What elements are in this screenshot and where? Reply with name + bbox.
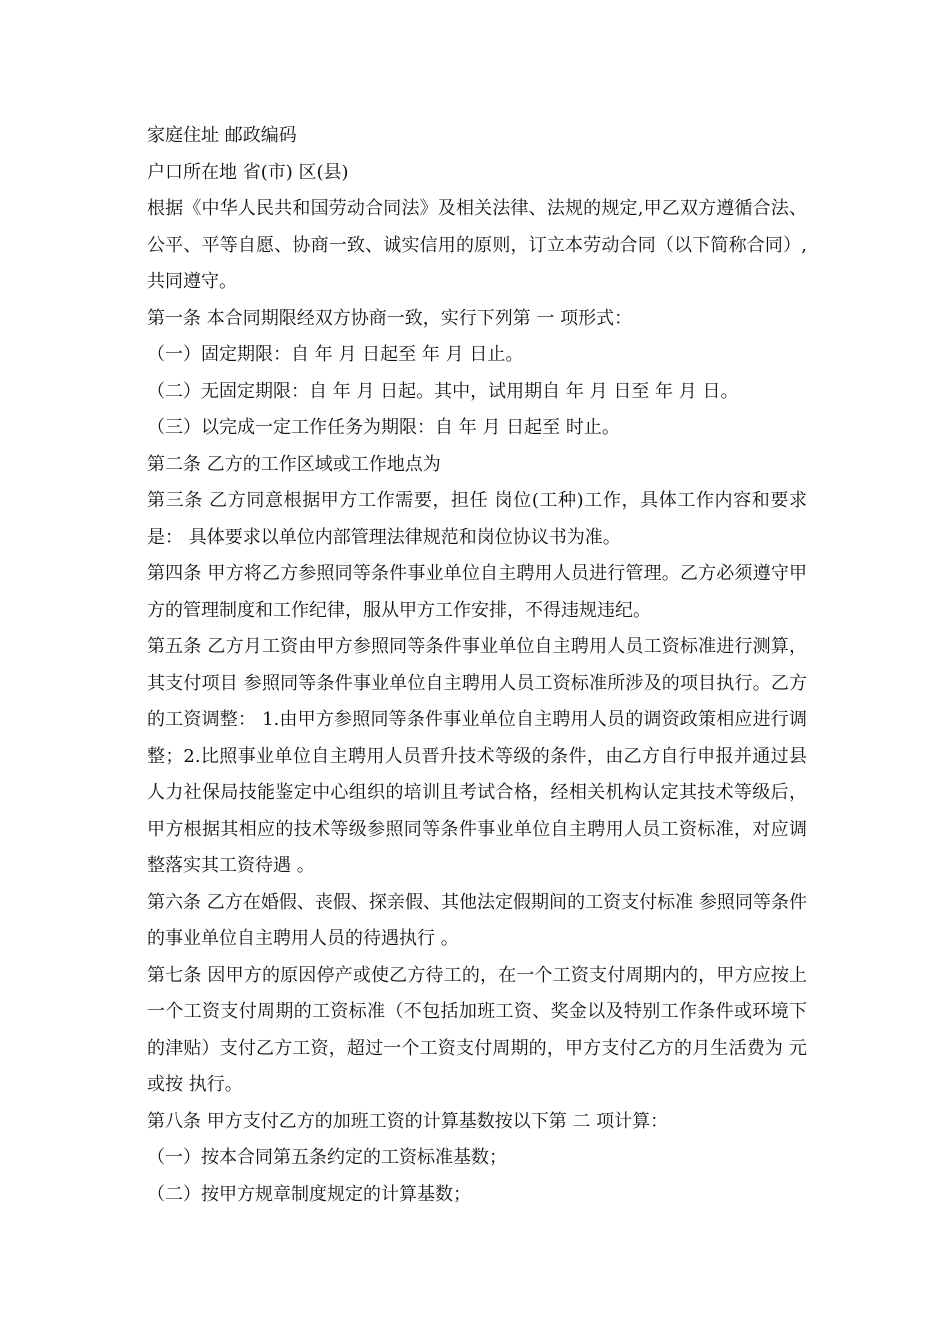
paragraph-preamble: 根据《中华人民共和国劳动合同法》及相关法律、法规的规定,甲乙双方遵循合法、公平、平等自愿、协商一致、诚实信用的原则，订立本劳动合同（以下简称合同）,共同遵守。 — [147, 198, 807, 292]
paragraph-home-address: 家庭住址 邮政编码 — [147, 125, 297, 146]
paragraph-article-8-item-2: （二）按甲方规章制度规定的计算基数； — [147, 1183, 471, 1205]
paragraph-article-7: 第七条 因甲方的原因停产或使乙方待工的，在一个工资支付周期内的，甲方应按上一个工资支付周期的工资标准（不包括加班工资、奖金以及特别工作条件或环境下的津贴）支付乙方工资，超过一个工资支付周期的，甲方支付乙方的月生活费为 元或按 执行。 — [147, 964, 807, 1095]
paragraph-article-5: 第五条 乙方月工资由甲方参照同等条件事业单位自主聘用人员工资标准进行测算，其支付项目 参照同等条件事业单位自主聘用人员工资标准所涉及的项目执行。乙方的工资调整： 1.由甲方参照同等条件事业单位自主聘用人员的调资政策相应进行调整；2.比照事业单位自主聘用人员晋升技术等级的条件，由乙方自行申报并通过县人力社保局技能鉴定中心组织的培训且考试合格，经相关机构认定其技术等级后，甲方根据其相应的技术等级参照同等条件事业单位自主聘用人员工资标准，对应调整落实其工资待遇 。 — [147, 636, 807, 876]
paragraph-article-1-item-2: （二）无固定期限：自 年 月 日起。其中，试用期自 年 月 日至 年 月 日。 — [147, 380, 739, 402]
paragraph-article-8: 第八条 甲方支付乙方的加班工资的计算基数按以下第 二 项计算： — [147, 1110, 669, 1132]
paragraph-article-1-item-3: （三）以完成一定工作任务为期限：自 年 月 日起至 时止。 — [147, 417, 620, 438]
paragraph-household-registration: 户口所在地 省(市) 区(县) — [147, 161, 349, 183]
paragraph-article-2: 第二条 乙方的工作区域或工作地点为 — [147, 453, 441, 475]
paragraph-article-8-item-1: （一）按本合同第五条约定的工资标准基数； — [147, 1147, 507, 1168]
paragraph-article-1-item-1: （一）固定期限：自 年 月 日起至 年 月 日止。 — [147, 344, 524, 365]
contract-body — [147, 118, 807, 1213]
paragraph-article-4: 第四条 甲方将乙方参照同等条件事业单位自主聘用人员进行管理。乙方必须遵守甲方的管理制度和工作纪律，服从甲方工作安排，不得违规违纪。 — [147, 563, 807, 621]
paragraph-article-6: 第六条 乙方在婚假、丧假、探亲假、其他法定假期间的工资支付标准 参照同等条件的事业单位自主聘用人员的待遇执行 。 — [147, 891, 807, 949]
paragraph-article-3: 第三条 乙方同意根据甲方工作需要，担任 岗位(工种)工作，具体工作内容和要求是： 具体要求以单位内部管理法律规范和岗位协议书为准。 — [147, 490, 807, 548]
paragraph-article-1: 第一条 本合同期限经双方协商一致，实行下列第 一 项形式： — [147, 307, 633, 329]
